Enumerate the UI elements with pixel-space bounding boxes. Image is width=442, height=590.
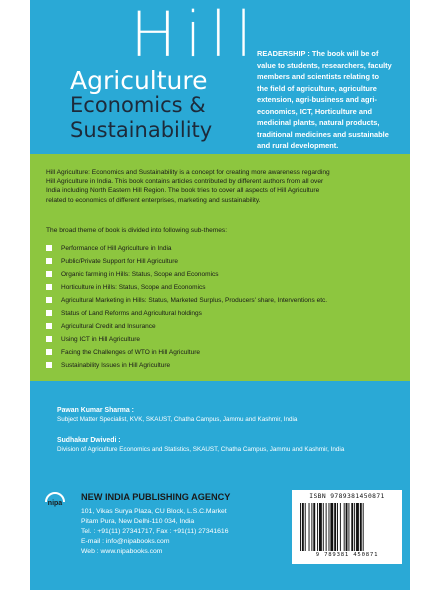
- isbn-digits: 9 789381 450871: [315, 552, 379, 558]
- publisher-block: [55, 492, 230, 557]
- book-back-cover: [30, 0, 410, 590]
- publisher-line: Pitam Pura, New Delhi-110 034, India: [81, 518, 195, 525]
- author-affiliation: Division of Agriculture Economics and Statistics, SKAUST, Chatha Campus, Jammu and Kashmir, India: [57, 446, 345, 453]
- logo-text: nipa: [47, 500, 63, 507]
- list-item: [46, 310, 401, 323]
- list-item: [46, 362, 401, 375]
- square-bullet-icon: [46, 245, 52, 251]
- publisher-line: E-mail : info@nipabooks.com: [81, 538, 170, 545]
- themes-list: [46, 245, 401, 375]
- readership-line: traditional medicines and sustainable: [257, 129, 389, 139]
- readership-line: the field of agriculture, agriculture: [257, 83, 377, 93]
- intro-line: Hill Agriculture: Economics and Sustainability is a concept for creating more awareness regarding: [46, 169, 330, 176]
- readership-line: READERSHIP : The book will be of: [257, 49, 379, 58]
- list-item: [46, 349, 401, 362]
- publisher-line: Web : www.nipabooks.com: [81, 548, 163, 555]
- readership-line: economics, ICT, Horticulture and: [257, 106, 372, 116]
- isbn-label: ISBN 9789381450871: [309, 493, 385, 500]
- square-bullet-icon: [46, 336, 52, 342]
- readership-line: members and scientists relating to: [257, 72, 379, 81]
- list-item: [46, 323, 401, 336]
- authors-section: [57, 406, 402, 466]
- author-name: Sudhakar Dwivedi :: [57, 437, 121, 444]
- list-item: [46, 245, 401, 258]
- intro-line: Hill Agriculture in India. This book contains articles contributed by different authors from all over: [46, 178, 324, 186]
- square-bullet-icon: [46, 323, 52, 329]
- title-hill: Hill: [130, 0, 261, 71]
- title-block: [30, 0, 270, 152]
- theme-label: Organic farming in Hills: Status, Scope and Economics: [61, 271, 219, 278]
- intro-paragraph: [46, 168, 398, 205]
- barcode-icon: [300, 503, 394, 551]
- theme-label: Status of Land Reforms and Agricultural holdings: [61, 310, 202, 317]
- title-economics: Economics &: [70, 93, 206, 117]
- publisher-line: 101, Vikas Surya Plaza, CU Block, L.S.C.Market: [81, 508, 227, 515]
- square-bullet-icon: [46, 310, 52, 316]
- square-bullet-icon: [46, 349, 52, 355]
- theme-label: Using ICT in Hill Agriculture: [61, 336, 140, 343]
- theme-label: Public/Private Support for Hill Agriculture: [61, 258, 179, 265]
- square-bullet-icon: [46, 284, 52, 290]
- title-agriculture: Agriculture: [70, 66, 208, 95]
- list-item: [46, 297, 401, 310]
- theme-label: Performance of Hill Agriculture in India: [61, 245, 172, 252]
- readership-line: extension, agri-business and agri-: [257, 95, 377, 104]
- publisher-line: Tel. : +91(11) 27341717, Fax : +91(11) 27341616: [81, 528, 229, 535]
- author-name: Pawan Kumar Sharma :: [57, 407, 134, 414]
- title-sustainability: Sustainability: [70, 118, 213, 142]
- author-affiliation: Subject Matter Specialist, KVK, SKAUST, Chatha Campus, Jammu and Kashmir, India: [57, 416, 298, 423]
- isbn-barcode: [292, 490, 402, 564]
- readership-line: medicinal plants, natural products,: [257, 118, 380, 127]
- square-bullet-icon: [46, 258, 52, 264]
- list-item: [46, 271, 401, 284]
- readership-text: [257, 48, 402, 152]
- theme-label: Facing the Challenges of WTO in Hill Agriculture: [61, 349, 200, 356]
- theme-label: Sustainability Issues in Hill Agriculture: [61, 362, 171, 369]
- intro-line: related to economics of different enterprises, marketing and sustainability.: [46, 196, 261, 204]
- readership-line: and rural development.: [257, 141, 339, 150]
- publisher-name: NEW INDIA PUBLISHING AGENCY: [81, 492, 231, 502]
- publisher-address: [55, 507, 230, 557]
- readership-line: value to students, researchers, faculty: [257, 60, 392, 70]
- theme-label: Horticulture in Hills: Status, Scope and Economics: [61, 284, 206, 291]
- theme-label: Agricultural Marketing in Hills: Status, Marketed Surplus, Producers' share, Interventions etc.: [61, 297, 328, 304]
- list-item: [46, 284, 401, 297]
- square-bullet-icon: [46, 297, 52, 303]
- themes-heading: The broad theme of book is divided into following sub-themes:: [46, 227, 228, 234]
- square-bullet-icon: [46, 271, 52, 277]
- list-item: [46, 258, 401, 271]
- intro-line: India including North Eastern Hill Region. The book tries to cover all aspects of Hill Agriculture: [46, 187, 320, 195]
- square-bullet-icon: [46, 362, 52, 368]
- description-band: [30, 154, 410, 381]
- list-item: [46, 336, 401, 349]
- theme-label: Agricultural Credit and Insurance: [61, 323, 156, 330]
